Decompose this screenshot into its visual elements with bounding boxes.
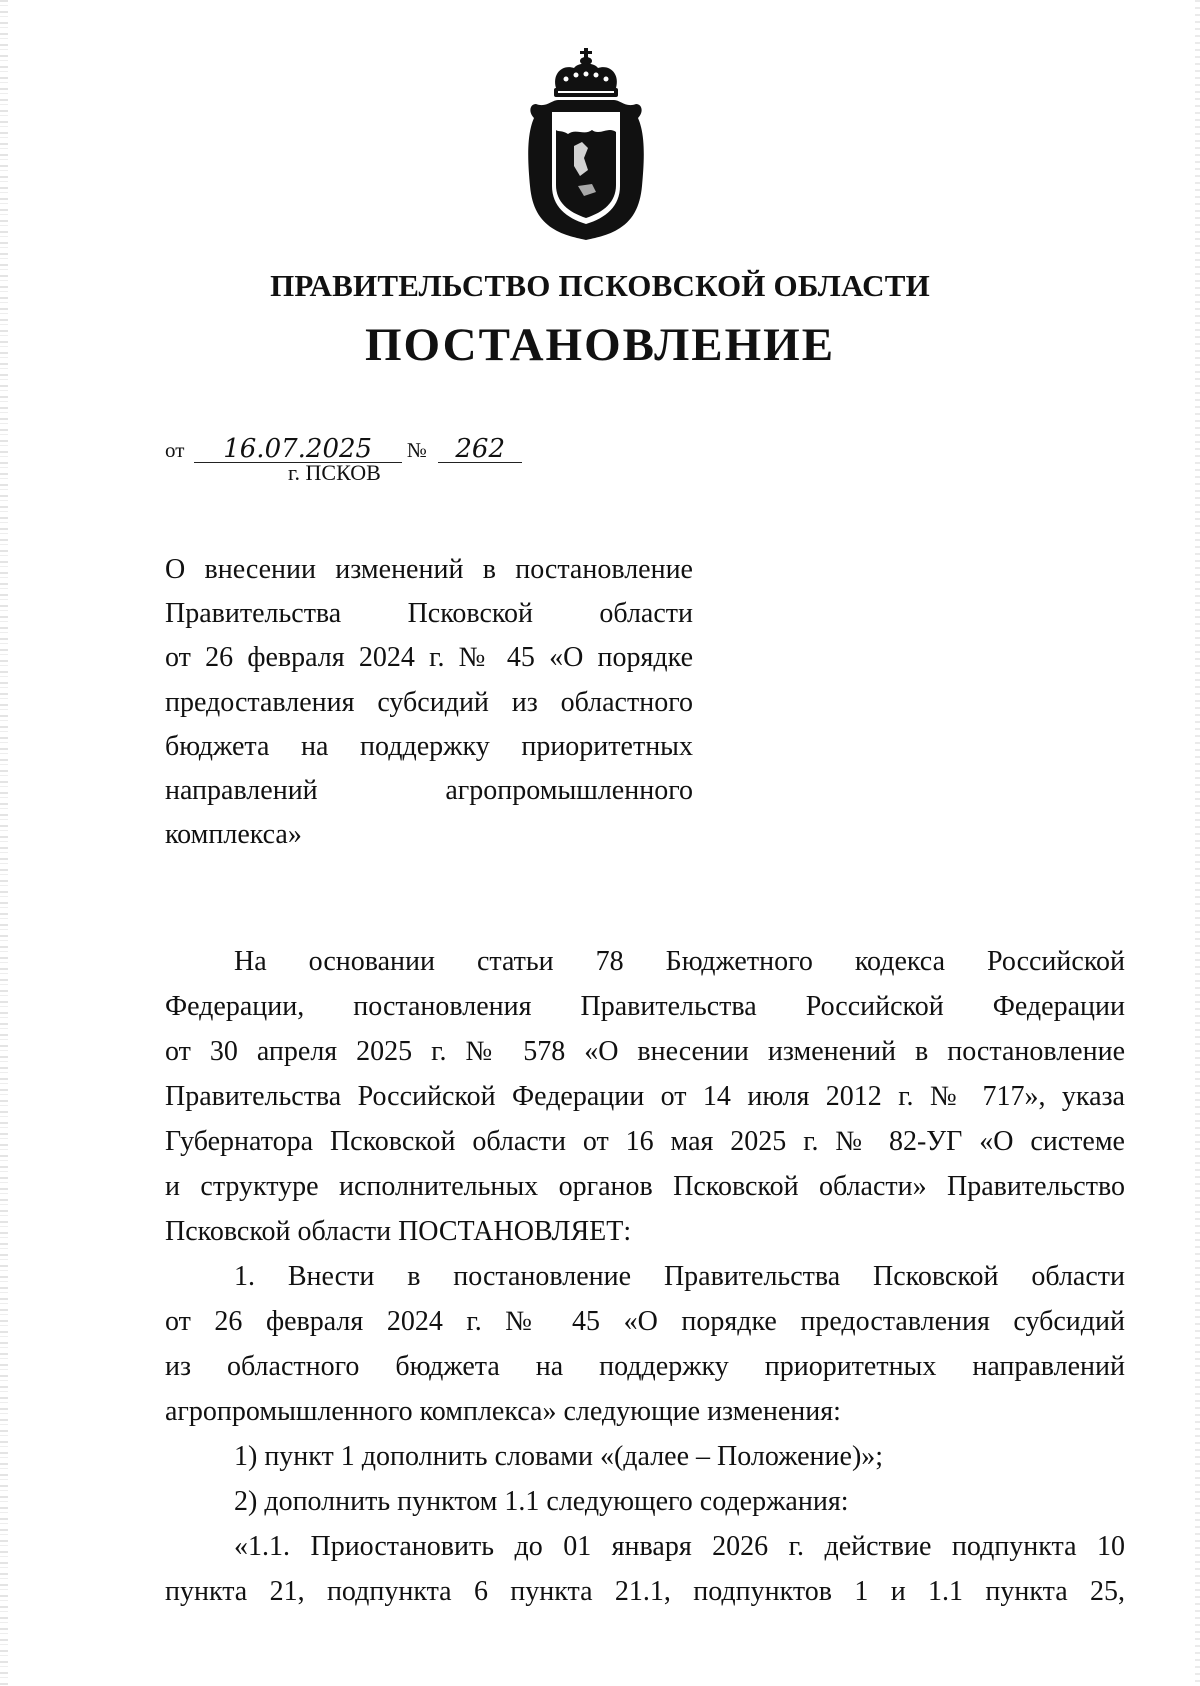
organization-title: ПРАВИТЕЛЬСТВО ПСКОВСКОЙ ОБЛАСТИ	[270, 268, 930, 303]
handwritten-date: 16.07.2025	[194, 436, 402, 463]
body-line: На основании статьи 78 Бюджетного кодекса Российской	[234, 946, 1125, 977]
registration-line	[165, 436, 522, 463]
body-line: Федерации, постановления Правительства Российской Федерации	[165, 991, 1125, 1022]
body-line: от 30 апреля 2025 г. № 578 «О внесении изменений в постановление	[165, 1036, 1125, 1067]
subject-line: Правительства Псковской области	[165, 598, 693, 630]
subject-line: от 26 февраля 2024 г. № 45 «О порядке	[165, 642, 693, 674]
body-line: Губернатора Псковской области от 16 мая 2025 г. № 82-УГ «О системе	[165, 1126, 1125, 1157]
body-line: от 26 февраля 2024 г. № 45 «О порядке предоставления субсидий	[165, 1306, 1125, 1337]
scan-edge-right	[1195, 0, 1200, 1686]
body-line: 1. Внести в постановление Правительства Псковской области	[234, 1261, 1125, 1292]
body-line: Псковской области ПОСТАНОВЛЯЕТ:	[165, 1216, 632, 1247]
document-body	[165, 939, 1125, 1614]
body-line: «1.1. Приостановить до 01 января 2026 г. действие подпункта 10	[234, 1531, 1125, 1562]
subject-line: комплекса»	[165, 819, 302, 851]
body-line: Правительства Российской Федерации от 14 июля 2012 г. № 717», указа	[165, 1081, 1125, 1112]
body-line: 2) дополнить пунктом 1.1 следующего содержания:	[234, 1486, 849, 1517]
body-line: 1) пункт 1 дополнить словами «(далее – Положение)»;	[234, 1441, 884, 1472]
number-label: №	[406, 438, 427, 462]
subject-line: О внесении изменений в постановление	[165, 554, 693, 585]
body-line: и структуре исполнительных органов Псковской области» Правительство	[165, 1171, 1125, 1202]
scan-edge-left	[0, 0, 8, 1686]
subject-line: предоставления субсидий из областного	[165, 686, 693, 718]
date-label: от	[165, 438, 185, 462]
document-type-title: ПОСТАНОВЛЕНИЕ	[364, 319, 836, 371]
body-line: агропромышленного комплекса» следующие изменения:	[165, 1396, 841, 1427]
subject-line: направлений агропромышленного	[165, 774, 693, 806]
body-line: пункта 21, подпункта 6 пункта 21.1, подпунктов 1 и 1.1 пункта 25,	[165, 1576, 1125, 1607]
city-label: г. ПСКОВ	[288, 460, 381, 485]
pskov-coat-of-arms-icon	[522, 46, 650, 242]
handwritten-number: 262	[438, 436, 522, 463]
document-subject	[165, 548, 693, 857]
body-line: из областного бюджета на поддержку приоритетных направлений	[165, 1351, 1125, 1382]
subject-line: бюджета на поддержку приоритетных	[165, 730, 693, 762]
